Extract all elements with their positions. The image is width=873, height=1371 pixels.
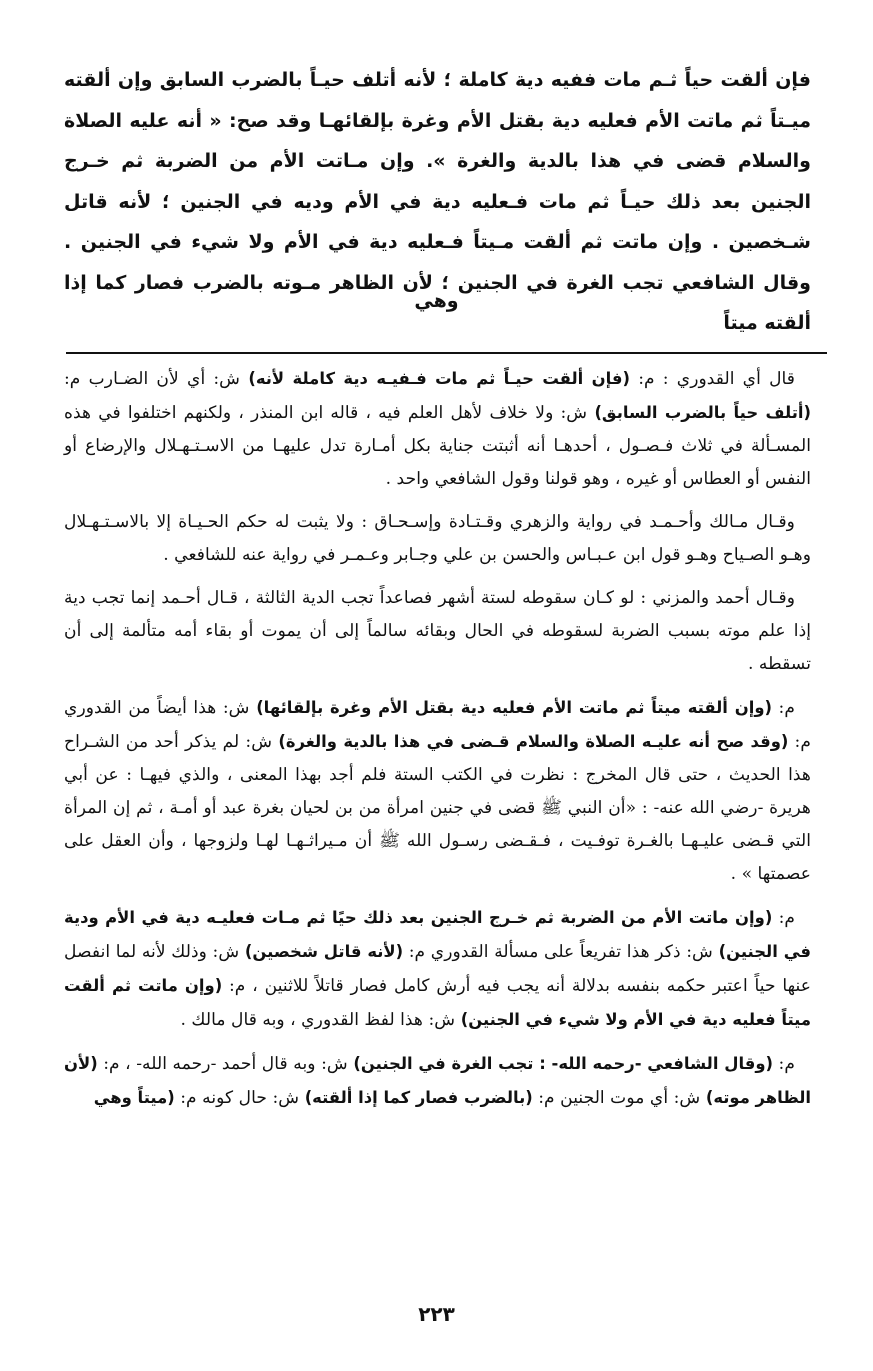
plain-text: ش: هذا أيضاً من القدوري م: xyxy=(64,698,811,752)
commentary-section xyxy=(64,362,811,1125)
quoted-matn: (وإن ماتت ثم ألقت ميتاً فعليه دية في الأم ولا شيء في الجنين) xyxy=(64,976,811,1029)
plain-text: ش: هذا لفظ القدوري ، وبه قال مالك . xyxy=(180,1010,461,1030)
quoted-matn: (وقد صح أنه عليـه الصلاة والسلام قـضى في هذا بالدية والغرة) xyxy=(278,732,789,751)
plain-text: م: xyxy=(772,698,795,718)
plain-text: م: xyxy=(773,1054,795,1074)
plain-text: ش: ذكر هذا تفريعاً على مسألة القدوري م: xyxy=(403,942,719,962)
plain-text: وقـال مـالك وأحـمـد في رواية والزهري وقـتـادة وإسـحـاق : ولا يثبت له حكم الحـيـاة إلا بالاسـتـهـلال وهـو الصـياح وهـو قول ابن عـبـاس والحسن بن علي وجـابر وعـمـر في رواية عنه للشافعي . xyxy=(64,512,811,565)
quoted-matn: (وقال الشافعي -رحمه الله- : تجب الغرة في الجنين) xyxy=(353,1054,774,1073)
quoted-matn: (لأن الظاهر موته) xyxy=(64,1054,811,1107)
plain-text: ش: حال كونه م: xyxy=(174,1088,305,1108)
matn-text: فإن ألقت حياً ثـم مات ففيه دية كاملة ؛ لأنه أتلف حيـاً بالضرب السابق وإن ألقته ميـتاً ثم ماتت الأم فعليه دية بقتل الأم وغرة بإلقائهـا وقد صح: « أنه عليه الصلاة والسلام قضى في هذا بالدية والغرة ». وإن مـاتت الأم من الضربة ثم خـرج الجنين بعد ذلك حيـاً ثم مات فـعليه دية في الأم وديه في الجنين ؛ لأنه قاتل شـخصين . وإن ماتت ثم ألقت مـيتاً فـعليه دية في الأم ولا شيء في الجنين . وقال الشافعي تجب الغرة في الجنين ؛ لأن الظاهر مـوته بالضرب فصار كما إذا ألقته ميتاً xyxy=(64,69,811,334)
plain-text: ش: وبه قال أحمد -رحمه الله- ، م: xyxy=(97,1054,354,1074)
plain-text: وقـال أحمد والمزني : لو كـان سقوطه لستة أشهر فصاعداً تجب الدية الثالثة ، قـال أحـمد إنما تجب دية إذا علم موته بسبب الضربة لسقوطه في الحال وبقائه سالماً إلى أن يموت أو بقاء أمه متألمة إلى أن تسقطه . xyxy=(64,588,811,674)
quoted-matn: (فإن ألقت حيـاً ثم مات فـفيـه دية كاملة لأنه) xyxy=(248,369,631,388)
commentary-paragraph-1 xyxy=(64,362,811,496)
quoted-matn: (أتلف حياً بالضرب السابق) xyxy=(594,403,812,422)
plain-text: ش: وذلك لأنه لما انفصل عنها حياً اعتبر حكمه بنفسه بدلالة أنه يجب فيه أرش كامل فصار قاتلاً للاثنين ، م: xyxy=(64,942,811,996)
plain-text: م: xyxy=(772,908,795,928)
matn-catchword: وهي xyxy=(414,290,459,312)
commentary-paragraph-4 xyxy=(64,691,811,891)
commentary-paragraph-2 xyxy=(64,506,811,572)
quoted-matn: (بالضرب فصار كما إذا ألقته) xyxy=(304,1088,533,1107)
quoted-matn: (وإن ماتت الأم من الضربة ثم خـرج الجنين بعد ذلك حيًا ثم مـات فعليـه دية في الأم ودية في الجنين) xyxy=(64,908,812,961)
plain-text: ش: لم يذكر أحد من الشـراح هذا الحديث ، حتى قال المخرج : نظرت في الكتب الستة فلم أجد بهذا المعنى ، والذي فيهـا : عن أبي هريرة -رضي الله عنه- : «أن النبي ﷺ قضى في جنين امرأة من بن لحيان بغرة عبد أو أمـة ، ثم إن المرأة التي قـضى عليـهـا بالغـرة توفـيت ، فـقـضى رسـول الله ﷺ أن مـيراثـهـا لهـا ولزوجها ، وأن العقل على عصمتها » . xyxy=(64,732,811,884)
commentary-paragraph-6 xyxy=(64,1047,811,1115)
page-number: ٢٢٣ xyxy=(418,1302,455,1326)
commentary-paragraph-5 xyxy=(64,901,811,1037)
quoted-matn: (وإن ألقته ميتاً ثم ماتت الأم فعليه دية بقتل الأم وغرة بإلقائها) xyxy=(256,698,772,717)
plain-text: ش: أي لأن الضـارب م: xyxy=(64,369,249,389)
plain-text: ش: أي موت الجنين م: xyxy=(532,1088,706,1108)
commentary-paragraph-3 xyxy=(64,582,811,681)
plain-text: قال أي القدوري : م: xyxy=(630,369,796,389)
quoted-matn: (ميتاً وهي xyxy=(93,1088,175,1107)
page-divider xyxy=(66,352,827,354)
plain-text: ش: ولا خلاف لأهل العلم فيه ، قاله ابن المنذر ، ولكنهم اختلفوا في هذه المسـألة في ثلاث فـصـول ، أحدهـا أنه أثبتت جناية بكل أمـارة تدل عليهـا من الاسـتـهـلال والإرضاع أو النفس أو العطاس أو غيره ، وهو قولنا وقول الشافعي واحد . xyxy=(64,403,811,489)
quoted-matn: (لأنه قاتل شخصين) xyxy=(244,942,404,961)
